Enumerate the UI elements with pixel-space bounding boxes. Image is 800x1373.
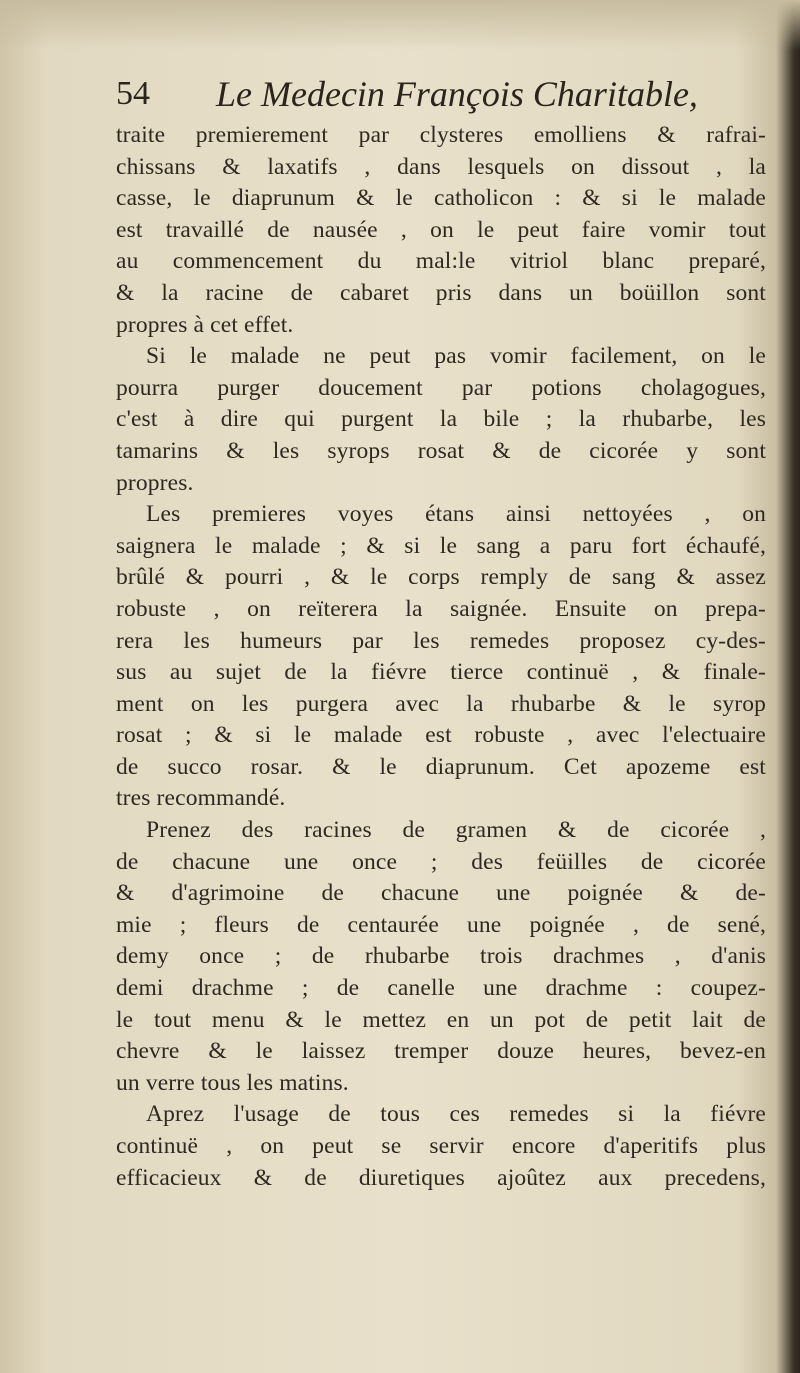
page-header	[116, 74, 736, 124]
text-line: propres à cet effet.	[116, 311, 294, 338]
text-line: Aprez l'usage de tous ces remedes si la fiévre	[146, 1101, 766, 1128]
text-line: de chacune une once ; des feüilles de cicorée	[116, 848, 766, 875]
text-line: efficacieux & de diuretiques ajoûtez aux precedens,	[116, 1164, 766, 1191]
text-line: Prenez des racines de gramen & de cicorée ,	[146, 817, 766, 844]
text-line: Si le malade ne peut pas vomir facilement, on le	[146, 343, 766, 370]
text-line: est travaillé de nausée , on le peut faire vomir tout	[116, 216, 766, 243]
text-line: Les premieres voyes étans ainsi nettoyées , on	[146, 501, 766, 528]
text-line: rosat ; & si le malade est robuste , avec l'electuaire	[116, 722, 766, 749]
running-title: Le Medecin François Charitable,	[216, 74, 698, 114]
text-line: le tout menu & le mettez en un pot de petit lait de	[116, 1006, 766, 1033]
text-line: demy once ; de rhubarbe trois drachmes , d'anis	[116, 943, 766, 970]
text-line: tamarins & les syrops rosat & de cicorée y sont	[116, 437, 766, 464]
text-line: c'est à dire qui purgent la bile ; la rhubarbe, les	[116, 406, 766, 433]
page-number: 54	[116, 75, 150, 112]
text-line: casse, le diaprunum & le catholicon : & si le malade	[116, 185, 766, 212]
text-line: chevre & le laissez tremper douze heures, bevez-en	[116, 1038, 766, 1065]
text-line: ment on les purgera avec la rhubarbe & le syrop	[116, 690, 766, 717]
text-line: rera les humeurs par les remedes proposez cy-des-	[116, 627, 766, 654]
text-line: chissans & laxatifs , dans lesquels on dissout , la	[116, 153, 766, 180]
text-line: robuste , on reïterera la saignée. Ensuite on prepa-	[116, 595, 766, 622]
text-line: & la racine de cabaret pris dans un boüillon sont	[116, 279, 766, 306]
text-line: traite premierement par clysteres emolliens & rafrai-	[116, 122, 766, 148]
text-line: propres.	[116, 469, 194, 496]
text-line: sus au sujet de la fiévre tierce continuë , & finale-	[116, 659, 766, 686]
text-line: au commencement du mal:le vitriol blanc preparé,	[116, 248, 766, 275]
text-line: demi drachme ; de canelle une drachme : coupez-	[116, 975, 766, 1002]
text-line: tres recommandé.	[116, 785, 286, 812]
text-line: saignera le malade ; & si le sang a paru fort échaufé,	[116, 532, 766, 559]
text-line: pourra purger doucement par potions cholagogues,	[116, 374, 766, 401]
body-text	[116, 120, 766, 1194]
text-line: mie ; fleurs de centaurée une poignée , de sené,	[116, 911, 766, 938]
text-line: brûlé & pourri , & le corps remply de sang & assez	[116, 564, 766, 591]
text-line: un verre tous les matins.	[116, 1069, 349, 1096]
text-line: & d'agrimoine de chacune une poignée & de-	[116, 880, 766, 907]
text-line: continuë , on peut se servir encore d'aperitifs plus	[116, 1133, 766, 1159]
text-line: de succo rosar. & le diaprunum. Cet apozeme est	[116, 753, 766, 780]
